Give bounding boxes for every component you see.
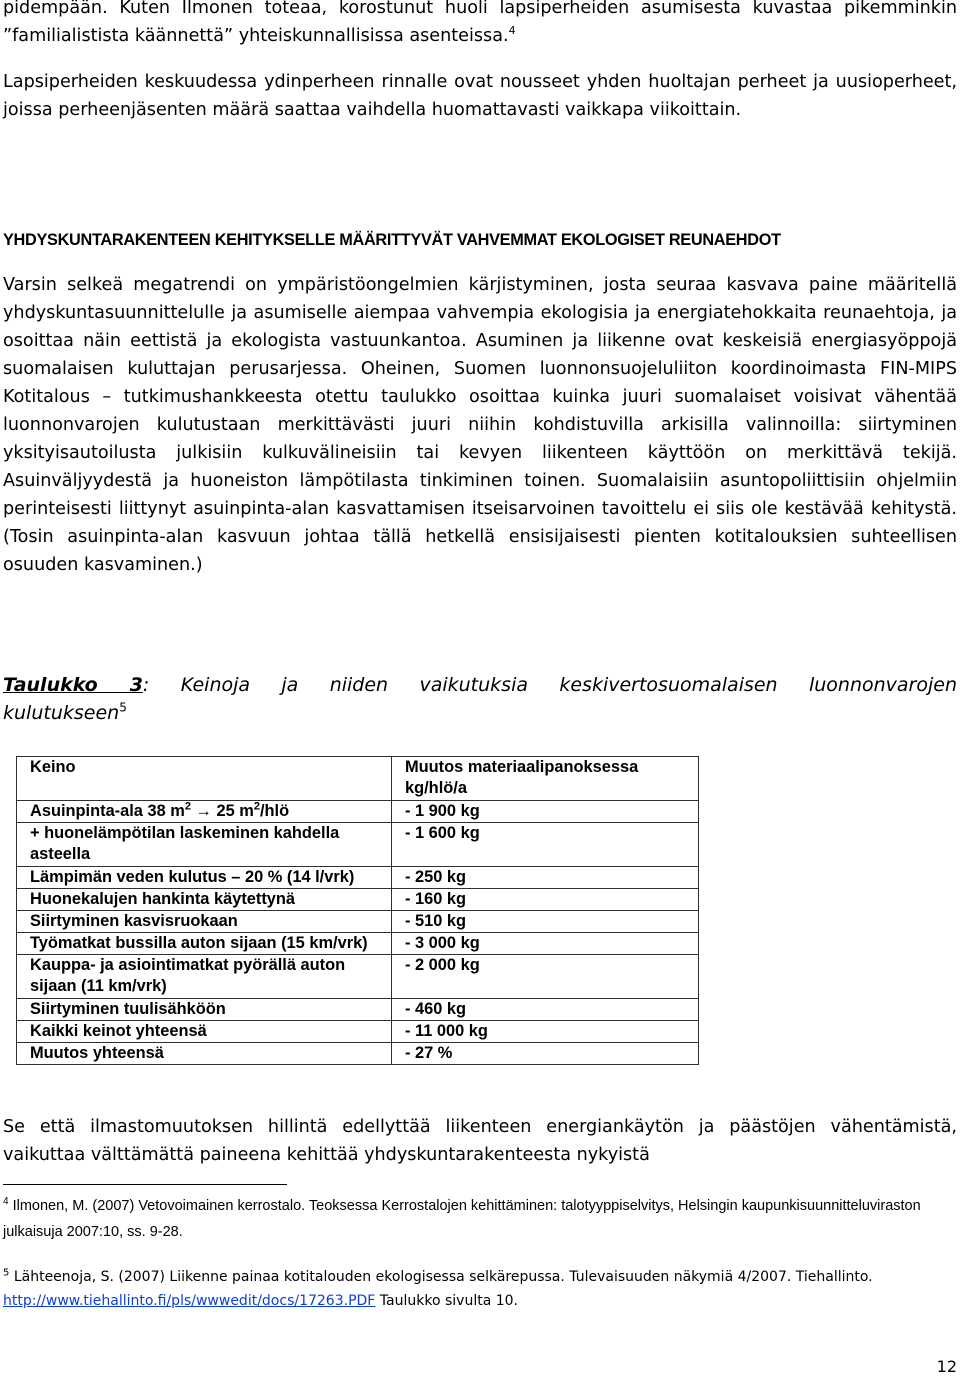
column-header-keino: Keino bbox=[17, 757, 392, 801]
table-header-row bbox=[17, 757, 699, 801]
cell-muutos: - 250 kg bbox=[392, 867, 699, 889]
cell-muutos: - 3 000 kg bbox=[392, 933, 699, 955]
cell-muutos: - 11 000 kg bbox=[392, 1021, 699, 1043]
footnote-text-after: Taulukko sivulta 10. bbox=[375, 1293, 518, 1309]
cell-keino: Huonekalujen hankinta käytettynä bbox=[17, 889, 392, 911]
table-row bbox=[17, 823, 699, 867]
table-row bbox=[17, 801, 699, 823]
cell-keino: Kaikki keinot yhteensä bbox=[17, 1021, 392, 1043]
section-heading: YHDYSKUNTARAKENTEEN KEHITYKSELLE MÄÄRITTYVÄT VAHVEMMAT EKOLOGISET REUNAEHDOT bbox=[3, 231, 781, 249]
footnote-text: Lähteenoja, S. (2007) Liikenne painaa kotitalouden ekologisessa selkärepussa. Tulevaisuuden näkymiä 4/2007. Tiehallinto. bbox=[13, 1269, 873, 1285]
footnote-ref-5[interactable]: 5 bbox=[119, 700, 127, 715]
cell-keino: Siirtyminen kasvisruokaan bbox=[17, 911, 392, 933]
cell-muutos: - 460 kg bbox=[392, 999, 699, 1021]
resource-table bbox=[16, 756, 699, 1065]
table-row bbox=[17, 955, 699, 999]
table-row bbox=[17, 911, 699, 933]
cell-keino: Siirtyminen tuulisähköön bbox=[17, 999, 392, 1021]
table-row-total bbox=[17, 1043, 699, 1065]
caption-text-2: kulutukseen bbox=[3, 702, 120, 724]
cell-muutos: - 160 kg bbox=[392, 889, 699, 911]
cell-keino: Lämpimän veden kulutus – 20 % (14 l/vrk) bbox=[17, 867, 392, 889]
cell-muutos: - 510 kg bbox=[392, 911, 699, 933]
body-paragraph: Lapsiperheiden keskuudessa ydinperheen rinnalle ovat nousseet yhden huoltajan perheet ja uusioperheet, joissa perheenjäsenten määrä saattaa vaihdella huomattavasti vaikkapa viikoittain. bbox=[3, 72, 957, 120]
footnote-number: 5 bbox=[3, 1267, 10, 1279]
footnote-4 bbox=[3, 1193, 957, 1245]
table-caption-cont bbox=[3, 699, 127, 727]
cell-keino: Asuinpinta-ala 38 $m^2 \to 25$ $m^2$/hlö bbox=[17, 801, 392, 823]
caption-text: : Keinoja ja niiden vaikutuksia keskivertosuomalaisen luonnonvarojen bbox=[142, 674, 958, 696]
table-label: Taulukko 3 bbox=[3, 674, 143, 696]
cell-keino: + huonelämpötilan laskeminen kahdella asteella bbox=[17, 823, 392, 867]
table-row bbox=[17, 933, 699, 955]
table-row-total bbox=[17, 1021, 699, 1043]
cell-muutos: - 1 600 kg bbox=[392, 823, 699, 867]
footnote-number: 4 bbox=[3, 1196, 9, 1208]
cell-keino: Kauppa- ja asiointimatkat pyörällä auton sijaan (11 km/vrk) bbox=[17, 955, 392, 999]
table-row bbox=[17, 999, 699, 1021]
body-paragraph: Varsin selkeä megatrendi on ympäristöongelmien kärjistyminen, josta seuraa kasvava paine määritellä yhdyskuntasuunnittelulle ja asumiselle aiempaa vahvempia ekologisia ja energiatehokkaita reunaehtoja, ja osoittaa näin eettistä ja ekologista vastuunkantoa. Asuminen ja liikenne ovat keskeisiä energiasyöppojä suomalaisen kuluttajan perusarjessa. Oheinen, Suomen luonnonsuojeluliiton koordinoimasta FIN-MIPS Kotitalous – tutkimushankkeesta otettu taulukko osoittaa kuinka juuri suomalaiset voisivat vähentää luonnonvarojen kulutustaan merkittävästi juuri niihin kohdistuvilla arkisilla valinnoilla: siirtyminen yksityisautoilusta julkisiin kulkuvälineisiin tai kevyen liikenteen käyttöön on merkittävä tekijä. Asuinväljyydestä ja huoneiston lämpötilasta tinkiminen toinen. Suomalaisiin asuntopoliittisiin ohjelmiin perinteisesti liittynyt asuinpinta-alan kasvattamisen itseisarvoinen tavoittelu ei siis ole kestävää kehitystä. (Tosin asuinpinta-alan kasvuun johtaa tällä hetkellä ensisijaisesti pienten kotitalouksien suhteellisen osuuden kasvaminen.) bbox=[3, 275, 957, 575]
cell-muutos: - 27 % bbox=[392, 1043, 699, 1065]
body-paragraph: Se että ilmastomuutoksen hillintä edellyttää liikenteen energiankäytön ja päästöjen vähentämistä, vaikuttaa välttämättä paineena kehittää yhdyskuntarakenteesta nykyistä bbox=[3, 1117, 957, 1165]
cell-keino: Muutos yhteensä bbox=[17, 1043, 392, 1065]
cell-muutos: - 2 000 kg bbox=[392, 955, 699, 999]
column-header-muutos: Muutos materiaalipanoksessa kg/hlö/a bbox=[392, 757, 699, 801]
footnote-link[interactable]: http://www.tiehallinto.fi/pls/wwwedit/docs/17263.PDF bbox=[3, 1293, 376, 1309]
footnote-5 bbox=[3, 1265, 957, 1313]
table-row bbox=[17, 889, 699, 911]
table-caption bbox=[3, 671, 957, 699]
footnote-divider bbox=[3, 1184, 287, 1185]
table-row bbox=[17, 867, 699, 889]
paragraph-text: pidempään. Kuten Ilmonen toteaa, korostunut huoli lapsiperheiden asumisesta kuvastaa pikemminkin ”familialistista käännettä” yhteiskunnallisissa asenteissa. bbox=[3, 0, 957, 46]
cell-keino: Työmatkat bussilla auton sijaan (15 km/vrk) bbox=[17, 933, 392, 955]
footnote-ref-4[interactable]: 4 bbox=[508, 24, 516, 38]
footnote-text: Ilmonen, M. (2007) Vetovoimainen kerrostalo. Teoksessa Kerrostalojen kehittäminen: talotyyppiselvitys, Helsingin kaupunkisuunnitteluviraston julkaisuja 2007:10, ss. 9-28. bbox=[3, 1198, 921, 1240]
body-paragraph bbox=[3, 0, 957, 50]
cell-muutos: - 1 900 kg bbox=[392, 801, 699, 823]
page-number: 12 bbox=[936, 1357, 957, 1376]
